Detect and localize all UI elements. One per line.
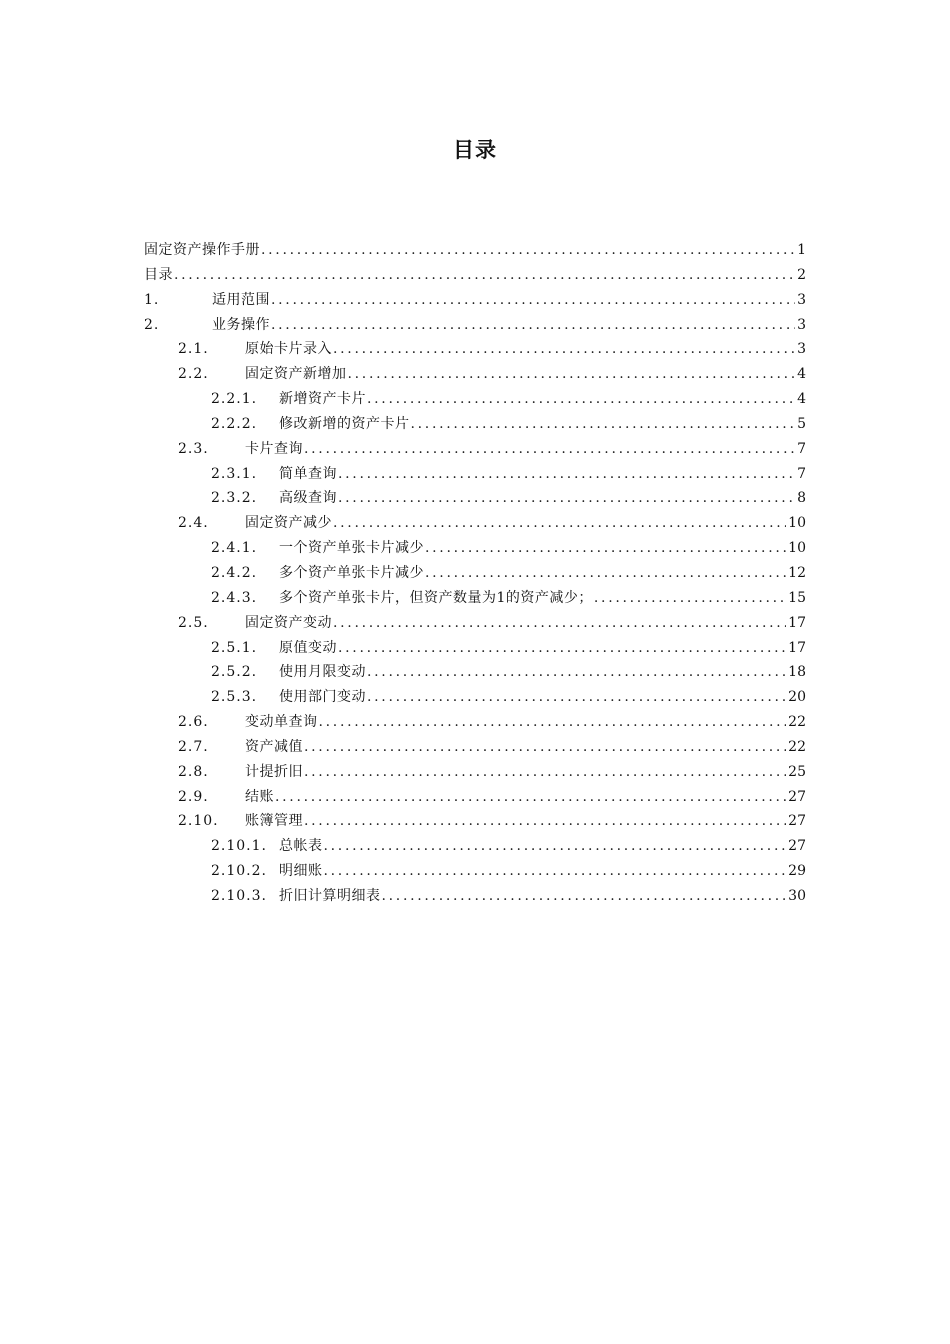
toc-entry-number: 2.3.1. xyxy=(211,465,258,482)
dot-leader xyxy=(347,362,796,387)
toc-entry-page-number: 3 xyxy=(797,291,806,308)
toc-entry-page-number: 12 xyxy=(788,564,806,581)
toc-entry-page-number: 10 xyxy=(788,515,806,532)
toc-entry-title: 使用部门变动 xyxy=(279,689,366,706)
toc-entry-number: 2. xyxy=(144,316,160,333)
dot-leader xyxy=(366,387,795,412)
toc-entry[interactable] xyxy=(144,859,806,884)
toc-entry-number: 2.10.3. xyxy=(211,887,267,904)
dot-leader xyxy=(173,263,795,288)
dot-leader xyxy=(274,785,786,810)
toc-entry-page-number: 8 xyxy=(797,490,806,507)
toc-entry[interactable] xyxy=(144,313,806,338)
dot-leader xyxy=(424,561,786,586)
toc-entry-number: 2.2.2. xyxy=(211,415,258,432)
toc-entry-page-number: 25 xyxy=(788,763,806,780)
toc-entry-title: 高级查询 xyxy=(279,490,337,507)
toc-entry-page-number: 1 xyxy=(797,242,806,258)
dot-leader xyxy=(270,313,795,338)
toc-entry-title: 总帐表 xyxy=(279,838,323,855)
toc-entry-number: 2.5. xyxy=(178,614,209,631)
table-of-contents xyxy=(144,238,806,909)
dot-leader xyxy=(410,412,796,437)
dot-leader xyxy=(332,511,786,536)
toc-entry-title: 卡片查询 xyxy=(245,440,303,457)
toc-entry-title: 变动单查询 xyxy=(245,714,318,731)
toc-entry-title: 修改新增的资产卡片 xyxy=(279,415,410,432)
toc-entry[interactable] xyxy=(144,884,806,909)
toc-entry-title: 账簿管理 xyxy=(245,813,303,830)
toc-entry-page-number: 20 xyxy=(788,689,806,706)
toc-entry-title: 一个资产单张卡片减少 xyxy=(279,540,424,557)
dot-leader xyxy=(318,710,787,735)
dot-leader xyxy=(303,809,786,834)
toc-entry-page-number: 7 xyxy=(797,465,806,482)
toc-entry-page-number: 15 xyxy=(788,589,806,606)
toc-entry-number: 2.5.1. xyxy=(211,639,258,656)
dot-leader xyxy=(424,536,786,561)
toc-entry-title: 多个资产单张卡片，但资产数量为1的资产减少； xyxy=(279,589,593,606)
toc-entry-title: 折旧计算明细表 xyxy=(279,887,381,904)
toc-entry-number: 2.8. xyxy=(178,763,209,780)
dot-leader xyxy=(337,486,795,511)
toc-entry-number: 2.5.2. xyxy=(211,664,258,681)
dot-leader xyxy=(303,437,795,462)
toc-entry-title: 结账 xyxy=(245,788,274,805)
toc-entry[interactable] xyxy=(144,387,806,412)
toc-entry[interactable] xyxy=(144,437,806,462)
toc-entry-number: 1. xyxy=(144,291,160,308)
toc-entry-page-number: 2 xyxy=(797,266,806,283)
toc-entry-page-number: 22 xyxy=(788,738,806,755)
dot-leader xyxy=(303,735,786,760)
toc-entry[interactable] xyxy=(144,660,806,685)
toc-entry[interactable] xyxy=(144,486,806,511)
toc-entry-title: 固定资产操作手册 xyxy=(144,242,260,258)
dot-leader xyxy=(366,660,786,685)
toc-entry[interactable] xyxy=(144,834,806,859)
toc-entry-title: 简单查询 xyxy=(279,465,337,482)
toc-entry-page-number: 5 xyxy=(797,415,806,432)
toc-entry-page-number: 29 xyxy=(788,863,806,880)
toc-entry-page-number: 10 xyxy=(788,540,806,557)
toc-entry-page-number: 4 xyxy=(797,391,806,408)
dot-leader xyxy=(323,859,787,884)
toc-entry-number: 2.2. xyxy=(178,366,209,383)
toc-entry[interactable] xyxy=(144,760,806,785)
dot-leader xyxy=(332,337,795,362)
toc-entry-number: 2.3.2. xyxy=(211,490,258,507)
dot-leader xyxy=(303,760,786,785)
toc-entry-title: 目录 xyxy=(144,266,173,283)
toc-entry-page-number: 4 xyxy=(797,366,806,383)
toc-entry-page-number: 27 xyxy=(788,813,806,830)
dot-leader xyxy=(270,288,795,313)
dot-leader xyxy=(337,636,786,661)
toc-entry[interactable] xyxy=(144,263,806,288)
toc-entry-title: 多个资产单张卡片减少 xyxy=(279,564,424,581)
toc-entry-title: 业务操作 xyxy=(212,316,270,333)
toc-entry[interactable] xyxy=(144,611,806,636)
dot-leader xyxy=(337,462,795,487)
toc-entry[interactable] xyxy=(144,462,806,487)
toc-entry-page-number: 30 xyxy=(788,887,806,904)
toc-entry-number: 2.10.1. xyxy=(211,838,267,855)
toc-entry-title: 固定资产新增加 xyxy=(245,366,347,383)
toc-entry-number: 2.4.3. xyxy=(211,589,258,606)
toc-entry[interactable] xyxy=(144,685,806,710)
toc-entry-number: 2.4.1. xyxy=(211,540,258,557)
toc-entry-page-number: 17 xyxy=(788,639,806,656)
dot-leader xyxy=(323,834,787,859)
toc-entry-title: 固定资产减少 xyxy=(245,515,332,532)
dot-leader xyxy=(381,884,787,909)
toc-entry[interactable] xyxy=(144,710,806,735)
toc-entry-number: 2.6. xyxy=(178,714,209,731)
dot-leader xyxy=(593,586,786,611)
toc-entry[interactable] xyxy=(144,785,806,810)
dot-leader xyxy=(366,685,786,710)
toc-entry-number: 2.10.2. xyxy=(211,863,267,880)
toc-entry[interactable] xyxy=(144,362,806,387)
toc-entry-title: 固定资产变动 xyxy=(245,614,332,631)
toc-entry-page-number: 17 xyxy=(788,614,806,631)
toc-entry[interactable] xyxy=(144,561,806,586)
dot-leader xyxy=(260,238,795,263)
toc-entry[interactable] xyxy=(144,511,806,536)
toc-entry[interactable] xyxy=(144,735,806,760)
toc-entry-number: 2.9. xyxy=(178,788,209,805)
toc-entry-page-number: 7 xyxy=(797,440,806,457)
toc-entry-number: 2.4.2. xyxy=(211,564,258,581)
toc-entry-title: 资产减值 xyxy=(245,738,303,755)
toc-entry-number: 2.5.3. xyxy=(211,689,258,706)
toc-entry-page-number: 22 xyxy=(788,714,806,731)
toc-heading: 目录 xyxy=(453,138,497,162)
toc-entry-number: 2.4. xyxy=(178,515,209,532)
toc-entry[interactable] xyxy=(144,412,806,437)
toc-entry-title: 新增资产卡片 xyxy=(279,391,366,408)
toc-entry[interactable] xyxy=(144,288,806,313)
toc-entry[interactable] xyxy=(144,586,806,611)
toc-entry-title: 使用月限变动 xyxy=(279,664,366,681)
dot-leader xyxy=(332,611,786,636)
toc-entry-page-number: 18 xyxy=(788,664,806,681)
toc-entry[interactable] xyxy=(144,238,806,263)
toc-entry-number: 2.7. xyxy=(178,738,209,755)
toc-entry-page-number: 27 xyxy=(788,838,806,855)
toc-entry-number: 2.1. xyxy=(178,341,209,358)
toc-entry[interactable] xyxy=(144,636,806,661)
toc-entry-page-number: 3 xyxy=(797,341,806,358)
toc-entry-number: 2.10. xyxy=(178,813,219,830)
toc-entry[interactable] xyxy=(144,337,806,362)
toc-entry[interactable] xyxy=(144,536,806,561)
toc-entry-title: 适用范围 xyxy=(212,291,270,308)
toc-entry-page-number: 3 xyxy=(797,316,806,333)
toc-entry-title: 原值变动 xyxy=(279,639,337,656)
toc-entry-number: 2.3. xyxy=(178,440,209,457)
toc-entry-title: 原始卡片录入 xyxy=(245,341,332,358)
toc-entry-number: 2.2.1. xyxy=(211,391,258,408)
toc-entry-page-number: 27 xyxy=(788,788,806,805)
toc-entry-title: 计提折旧 xyxy=(245,763,303,780)
toc-entry-title: 明细账 xyxy=(279,863,323,880)
toc-entry[interactable] xyxy=(144,809,806,834)
